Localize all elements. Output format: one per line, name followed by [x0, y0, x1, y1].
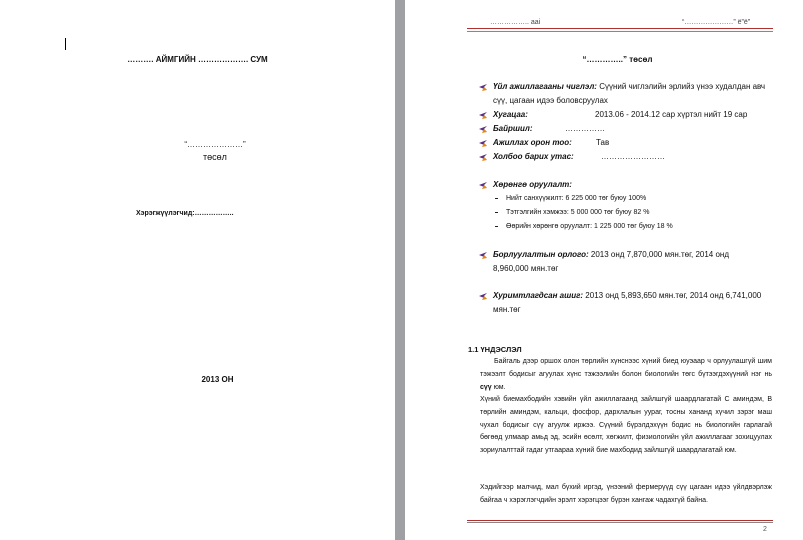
project-name-placeholder: “…………………” — [184, 140, 246, 149]
arrow-bullet-icon — [479, 181, 487, 189]
header-rule-bottom — [467, 31, 773, 32]
activity-value: Сүүний чиглэлийн эрлийз үнээ худалдан авч — [599, 82, 766, 91]
page-title: “…………..” төсөл — [582, 55, 653, 64]
savings-label: Хуримтлагдсан ашиг: — [493, 291, 584, 300]
footer-rule-bottom — [467, 522, 773, 523]
duration-value: 2013.06 - 2014.12 сар хүртэл нийт 19 сар — [595, 110, 748, 119]
body-paragraph-1: Байгаль дээр оршох олон төрлийн хүнснээс хүний биед юуэаар ч орлуулашгүй шим тэжээлт бодисыг агуулах хүнс тэжээлийн болон биологийн төгс бүтээгдэхүүний нэг нь сүү юм. — [480, 358, 772, 391]
investment-item: Өөрийн хөрөнгө оруулалт: 1 225 000 төг буюу 18 % — [495, 221, 673, 232]
arrow-bullet-icon — [479, 83, 487, 91]
savings-row — [493, 290, 761, 301]
investment-item: Нийт санхүүжилт: 6 225 000 төг буюу 100% — [495, 193, 646, 204]
activity-value-cont: сүү, цагаан идээ боловсруулах — [493, 96, 608, 105]
sales-value-cont: 8,960,000 мян.төг — [493, 264, 559, 273]
applicant-line: Хэрэгжүүлэгчид:…………….. — [136, 210, 234, 217]
footer-rule-top — [467, 520, 773, 521]
header-rule-top — [467, 28, 773, 29]
activity-row — [493, 81, 765, 92]
body-paragraph-2: Хүний биемахбодийн хэвийн үйл ажиллагаанд зайлшгүй шаардлагатай С аминдэм, В төрлийн аминдэм, кальци, фосфор, дархлалын уураг, тосны хананд хүчил зэрэг маш чухал бодисыг сүү агуулж иржээ. Сүүний бүрэлдэхүүн бодис нь биологийн гарлагай бөгөөд улмаар амьд эд, эсийн өсөлт, хөгжилт, физиологийн үйл ажиллагааг зохицуулах зориулалттай гадаг утгаараа хүний бие махбодид зайлшгүй шаардлагатай юм. — [480, 396, 772, 455]
workers-label: Ажиллах орон тоо: — [493, 138, 572, 147]
header-right-text: “…………………” ё”ё” — [682, 19, 751, 26]
sales-row — [493, 249, 729, 260]
body-paragraph-3: Хэдийгээр малчид, мал бүхий иргэд, үнээний фермерүүд сүү цагаан идээ үйлдвэрлэж байгаа ч хэрэглэгчдийн эрэлт хэрэгцээг бүрэн хангаж чадахгүй байна. — [480, 484, 772, 504]
phone-label: Холбоо барих утас: — [493, 152, 574, 161]
arrow-bullet-icon — [479, 153, 487, 161]
header-left-text: …………….. aai — [490, 19, 541, 26]
document-page-2 — [405, 0, 803, 540]
phone-value: …………………… — [601, 152, 665, 161]
investment-item: Тэтгэлгийн хэмжээ: 5 000 000 төг буюу 82 % — [495, 207, 649, 218]
location-value: …………… — [565, 124, 605, 133]
location-label: Байршил: — [493, 124, 533, 133]
sales-value: 2013 онд 7,870,000 мян.төг, 2014 онд — [590, 250, 730, 259]
arrow-bullet-icon — [479, 292, 487, 300]
duration-label: Хугацаа: — [493, 110, 528, 119]
savings-value-cont: мян.төг — [493, 305, 521, 314]
workers-value: Тав — [596, 138, 610, 147]
section-heading: 1.1 ҮНДЭСЛЭЛ — [468, 345, 522, 354]
page-number: 2 — [763, 526, 767, 533]
arrow-bullet-icon — [479, 111, 487, 119]
arrow-bullet-icon — [479, 125, 487, 133]
document-page-1 — [0, 0, 395, 540]
aimag-sum-title: ………. АЙМГИЙН ………………. СУМ — [127, 55, 268, 64]
arrow-bullet-icon — [479, 139, 487, 147]
savings-value: 2013 онд 5,893,650 мян.төг, 2014 онд 6,741,000 — [585, 291, 762, 300]
activity-label: Үйл ажиллагааны чиглэл: — [493, 82, 597, 91]
year-line: 2013 ОН — [201, 375, 234, 384]
text-cursor — [65, 38, 66, 50]
arrow-bullet-icon — [479, 251, 487, 259]
project-word: төсөл — [203, 152, 227, 162]
sales-label: Борлуулалтын орлого: — [493, 250, 589, 259]
investment-label: Хөрөнгө оруулалт: — [493, 180, 572, 189]
